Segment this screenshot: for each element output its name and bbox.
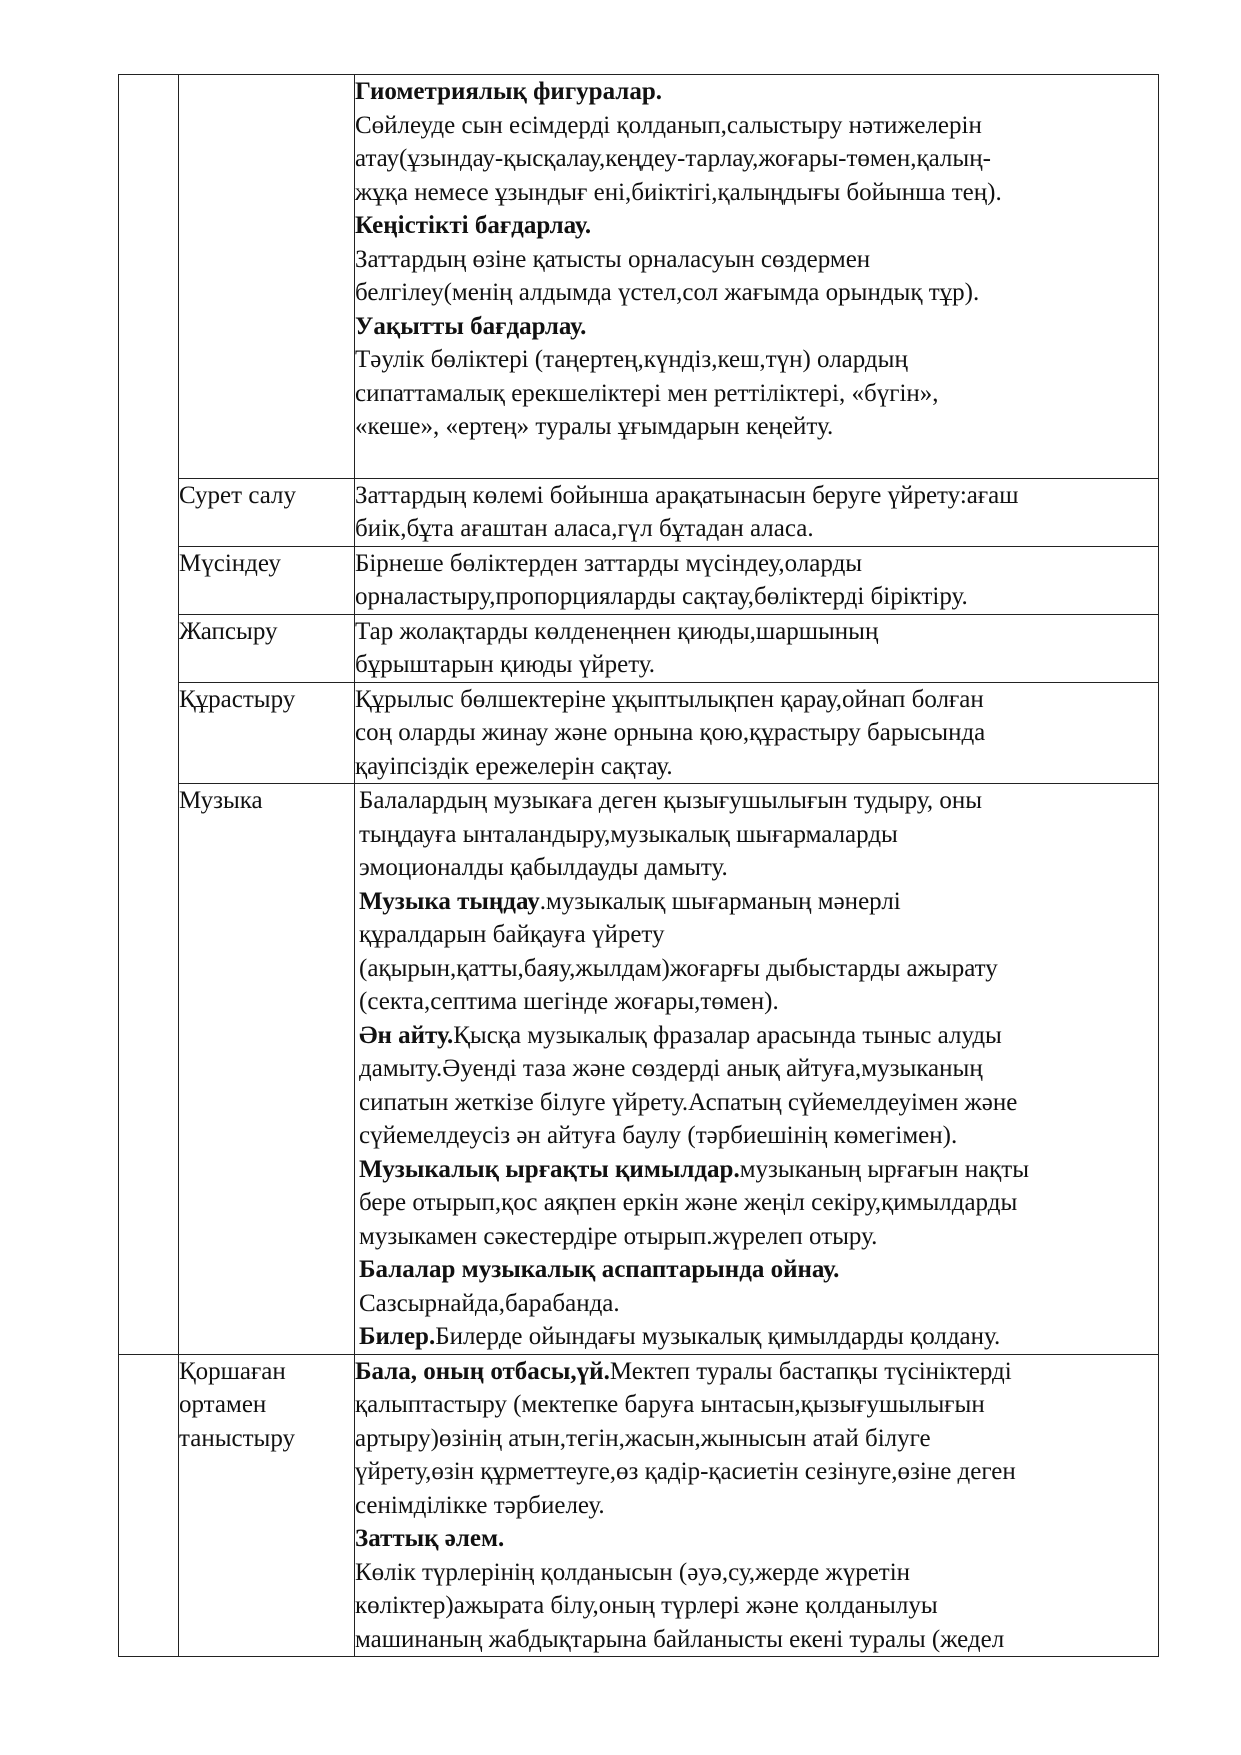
line-text: сүйемелдеусіз ән айтуға баулу (тәрбиешінің көмегімен). xyxy=(359,1122,958,1149)
index-cell xyxy=(119,75,179,1355)
index-cell xyxy=(119,1354,179,1657)
line-text: музыканың ырғағын нақты xyxy=(739,1155,1030,1183)
content-line xyxy=(355,716,1158,750)
bold-heading: Балалар музыкалық аспаптарында ойнау. xyxy=(359,1256,840,1283)
content-line xyxy=(355,243,1158,277)
line-text: атау(ұзындау-қысқалау,кеңдеу-тарлау,жоғары-төмен,қалың- xyxy=(355,145,991,172)
content-line xyxy=(359,1287,1158,1321)
line-text: белгілеу(менің алдымда үстел,сол жағымда орындық тұр). xyxy=(355,279,980,306)
content-line xyxy=(355,343,1158,377)
content-cell xyxy=(355,546,1159,614)
bold-heading: Музыкалық ырғақты қимылдар. xyxy=(359,1155,740,1183)
subject-label: Музыка xyxy=(179,787,263,814)
content-line xyxy=(355,683,1158,717)
line-text: Тар жолақтарды көлденеңнен қиюды,шаршының xyxy=(355,617,879,645)
line-text: артыру)өзінің атын,тегін,жасын,жынысын атай білуге xyxy=(355,1424,931,1452)
line-text: соң оларды жинау және орнына қою,құрастыру барысында xyxy=(355,719,986,746)
cell-spacer xyxy=(355,444,1158,478)
table-row xyxy=(119,1354,1159,1657)
content-line xyxy=(355,209,1158,243)
line-text: машинаның жабдықтарына байланысты екені туралы (жедел xyxy=(355,1625,1005,1653)
content-cell xyxy=(355,478,1159,546)
line-text: жұқа немесе ұзындығ ені,биіктігі,қалыңдығы бойынша тең). xyxy=(355,178,1002,206)
content-line xyxy=(355,176,1158,210)
content-line xyxy=(359,1119,1158,1153)
content-line xyxy=(355,648,1158,682)
subject-cell xyxy=(179,75,355,479)
bold-heading: Ән айту. xyxy=(359,1021,454,1049)
content-line xyxy=(355,109,1158,143)
content-line xyxy=(359,1019,1158,1053)
line-text: Билерде ойындағы музыкалық қимылдарды қолдану. xyxy=(435,1323,1001,1350)
line-text: Сазсырнайда,барабанда. xyxy=(359,1289,620,1317)
line-text: қалыптастыру (мектепке баруға ынтасын,қызығушылығын xyxy=(355,1391,985,1418)
line-text: Сөйлеуде сын есімдерді қолданып,салыстыру нәтижелерін xyxy=(355,111,982,139)
table-row xyxy=(119,546,1159,614)
content-cell xyxy=(355,682,1159,784)
content-line xyxy=(359,818,1158,852)
subject-cell xyxy=(179,682,355,784)
content-line xyxy=(359,885,1158,919)
subject-label: Жапсыру xyxy=(179,617,278,645)
line-text: .музыкалық шығарманың мәнерлі xyxy=(539,887,901,915)
line-text: Заттардың өзіне қатысты орналасуын сөздермен xyxy=(355,245,871,273)
line-text: биік,бұта ағаштан аласа,гүл бұтадан аласа. xyxy=(355,515,814,542)
line-text: құралдарын байқауға үйрету xyxy=(359,921,665,948)
line-text: Көлік түрлерінің қолданысын (әуә,су,жерде жүретін xyxy=(355,1558,911,1586)
content-line xyxy=(359,1186,1158,1220)
content-line xyxy=(359,1052,1158,1086)
bold-heading: Гиометриялық фигуралар. xyxy=(355,78,662,105)
table-row xyxy=(119,614,1159,682)
content-line xyxy=(359,1086,1158,1120)
table-row xyxy=(119,478,1159,546)
line-text: қауіпсіздік ережелерін сақтау. xyxy=(355,752,673,780)
line-text: сенімділікке тәрбиелеу. xyxy=(355,1491,605,1519)
content-line xyxy=(355,750,1158,784)
content-line xyxy=(355,1489,1158,1523)
line-text: дамыту.Әуенді таза және сөздерді анық айтуға,музыканың xyxy=(359,1055,983,1082)
table-row xyxy=(119,75,1159,479)
content-cell xyxy=(355,784,1159,1355)
content-cell xyxy=(355,75,1159,479)
content-line xyxy=(359,918,1158,952)
line-text: эмоционалды қабылдауды дамыту. xyxy=(359,854,728,881)
content-line xyxy=(359,1320,1158,1354)
table-row xyxy=(119,682,1159,784)
subject-label: Құрастыру xyxy=(179,685,296,713)
content-line xyxy=(359,952,1158,986)
line-text: тыңдауға ынталандыру,музыкалық шығармаларды xyxy=(359,820,898,848)
bold-heading: Билер. xyxy=(359,1323,436,1350)
content-cell xyxy=(355,1354,1159,1657)
content-cell xyxy=(355,614,1159,682)
content-line xyxy=(359,1220,1158,1254)
content-line xyxy=(359,1153,1158,1187)
bold-heading: Кеңістікті бағдарлау. xyxy=(355,212,592,239)
line-text: музыкамен сәкестердіре отырып.жүрелеп отыру. xyxy=(359,1222,878,1250)
subject-cell xyxy=(179,1354,355,1657)
content-line xyxy=(359,784,1158,818)
content-line xyxy=(355,377,1158,411)
line-text: Мектеп туралы бастапқы түсініктерді xyxy=(609,1357,1012,1385)
content-line xyxy=(355,615,1158,649)
subject-cell xyxy=(179,784,355,1355)
line-text: сипатын жеткізе білуге үйрету.Аспатың сүйемелдеуімен және xyxy=(359,1088,1018,1116)
content-line xyxy=(355,310,1158,344)
content-line xyxy=(355,512,1158,546)
subject-label: Мүсіндеу xyxy=(179,549,281,577)
content-line xyxy=(355,410,1158,444)
line-text: бұрыштарын қиюды үйрету. xyxy=(355,651,656,678)
content-line xyxy=(355,1522,1158,1556)
content-line xyxy=(355,1355,1158,1389)
curriculum-table xyxy=(118,74,1159,1657)
line-text: (ақырын,қатты,баяу,жылдам)жоғарғы дыбыстарды ажырату xyxy=(359,954,998,982)
subject-cell xyxy=(179,478,355,546)
content-line xyxy=(355,1422,1158,1456)
line-text: Қысқа музыкалық фразалар арасында тыныс алуды xyxy=(453,1021,1002,1049)
line-text: үйрету,өзін құрметтеуге,өз қадір-қасиетін сезінуге,өзіне деген xyxy=(355,1458,1016,1485)
content-line xyxy=(355,276,1158,310)
content-line xyxy=(355,1556,1158,1590)
subject-cell xyxy=(179,546,355,614)
subject-label: Қоршаған ортамен таныстыру xyxy=(179,1357,295,1452)
content-line xyxy=(359,851,1158,885)
bold-heading: Уақытты бағдарлау. xyxy=(355,312,587,340)
subject-cell xyxy=(179,614,355,682)
content-line xyxy=(355,1589,1158,1623)
line-text: Бірнеше бөліктерден заттарды мүсіндеу,оларды xyxy=(355,549,863,577)
line-text: сипаттамалық ерекшеліктері мен реттіліктері, «бүгін», xyxy=(355,379,939,407)
line-text: көліктер)ажырата білу,оның түрлері және қолданылуы xyxy=(355,1592,938,1619)
content-line xyxy=(355,580,1158,614)
line-text: (секта,септима шегінде жоғары,төмен). xyxy=(359,988,779,1015)
line-text: Заттардың көлемі бойынша арақатынасын беруге үйрету:ағаш xyxy=(355,481,1019,509)
line-text: Тәулік бөліктері (таңертең,күндіз,кеш,түн) олардың xyxy=(355,346,908,373)
line-text: Құрылыс бөлшектеріне ұқыптылықпен қарау,ойнап болған xyxy=(355,685,984,713)
content-line xyxy=(355,1623,1158,1657)
content-line xyxy=(359,985,1158,1019)
content-line xyxy=(355,142,1158,176)
line-text: бере отырып,қос аяқпен еркін және жеңіл секіру,қимылдарды xyxy=(359,1189,1018,1216)
content-line xyxy=(355,1455,1158,1489)
line-text: «кеше», «ертең» туралы ұғымдарын кеңейту. xyxy=(355,413,834,440)
content-line xyxy=(359,1253,1158,1287)
bold-heading: Музыка тыңдау xyxy=(359,887,540,915)
content-line xyxy=(355,547,1158,581)
line-text: орналастыру,пропорцияларды сақтау,бөліктерді біріктіру. xyxy=(355,583,968,610)
bold-heading: Заттық әлем. xyxy=(355,1525,505,1552)
subject-label: Сурет салу xyxy=(179,481,297,509)
line-text: Балалардың музыкаға деген қызығушылығын тудыру, оны xyxy=(359,787,983,814)
content-line xyxy=(355,1388,1158,1422)
content-line xyxy=(355,479,1158,513)
bold-heading: Бала, оның отбасы,үй. xyxy=(355,1357,610,1385)
table-row xyxy=(119,784,1159,1355)
content-line xyxy=(355,75,1158,109)
